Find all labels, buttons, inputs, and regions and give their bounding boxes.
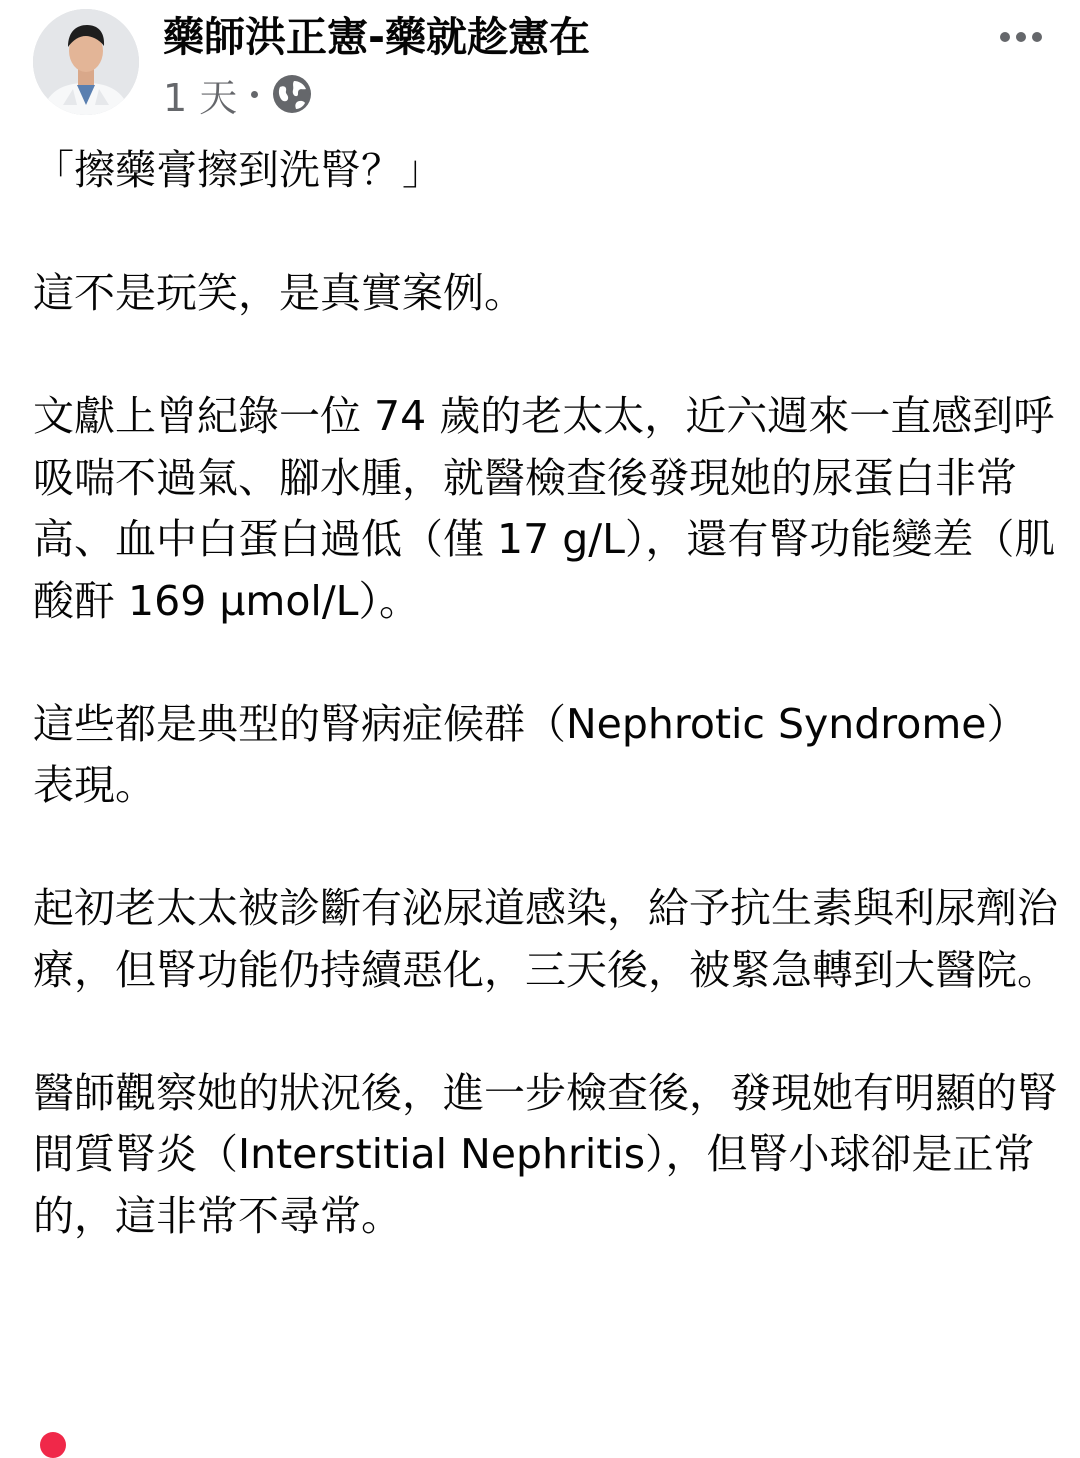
post-paragraph: 這不是玩笑，是真實案例。 [33, 269, 525, 317]
post-paragraph: 文獻上曾紀錄一位 74 歲的老太太，近六週來一直感到呼吸喘不過氣、腳水腫，就醫檢查後發現她的尿蛋白非常高、血中白蛋白過低（僅 17 g/L），還有腎功能變差（肌酸酐 169 μmol/L）。 [33, 392, 1056, 625]
post-timestamp[interactable]: 1 天 [163, 75, 238, 120]
author-name[interactable]: 藥師洪正憲-藥就趁憲在 [163, 13, 591, 61]
reaction-icon [40, 1432, 66, 1458]
separator-dot [251, 91, 258, 98]
post-header [0, 0, 1080, 130]
post-meta [163, 70, 314, 118]
post-paragraph: 醫師觀察她的狀況後，進一步檢查後，發現她有明顯的腎間質腎炎（Interstitial Nephritis），但腎小球卻是正常的，這非常不尋常。 [33, 1068, 1058, 1240]
post-paragraph: 「擦藥膏擦到洗腎？」 [33, 146, 443, 194]
post-paragraph: 這些都是典型的腎病症候群（Nephrotic Syndrome）表現。 [33, 699, 1028, 809]
post-text [33, 140, 1063, 1309]
author-avatar[interactable] [33, 9, 139, 115]
more-options-icon[interactable] [992, 18, 1050, 56]
globe-icon[interactable] [270, 72, 314, 116]
post-paragraph: 起初老太太被診斷有泌尿道感染，給予抗生素與利尿劑治療，但腎功能仍持續惡化，三天後，被緊急轉到大醫院。 [33, 884, 1058, 994]
